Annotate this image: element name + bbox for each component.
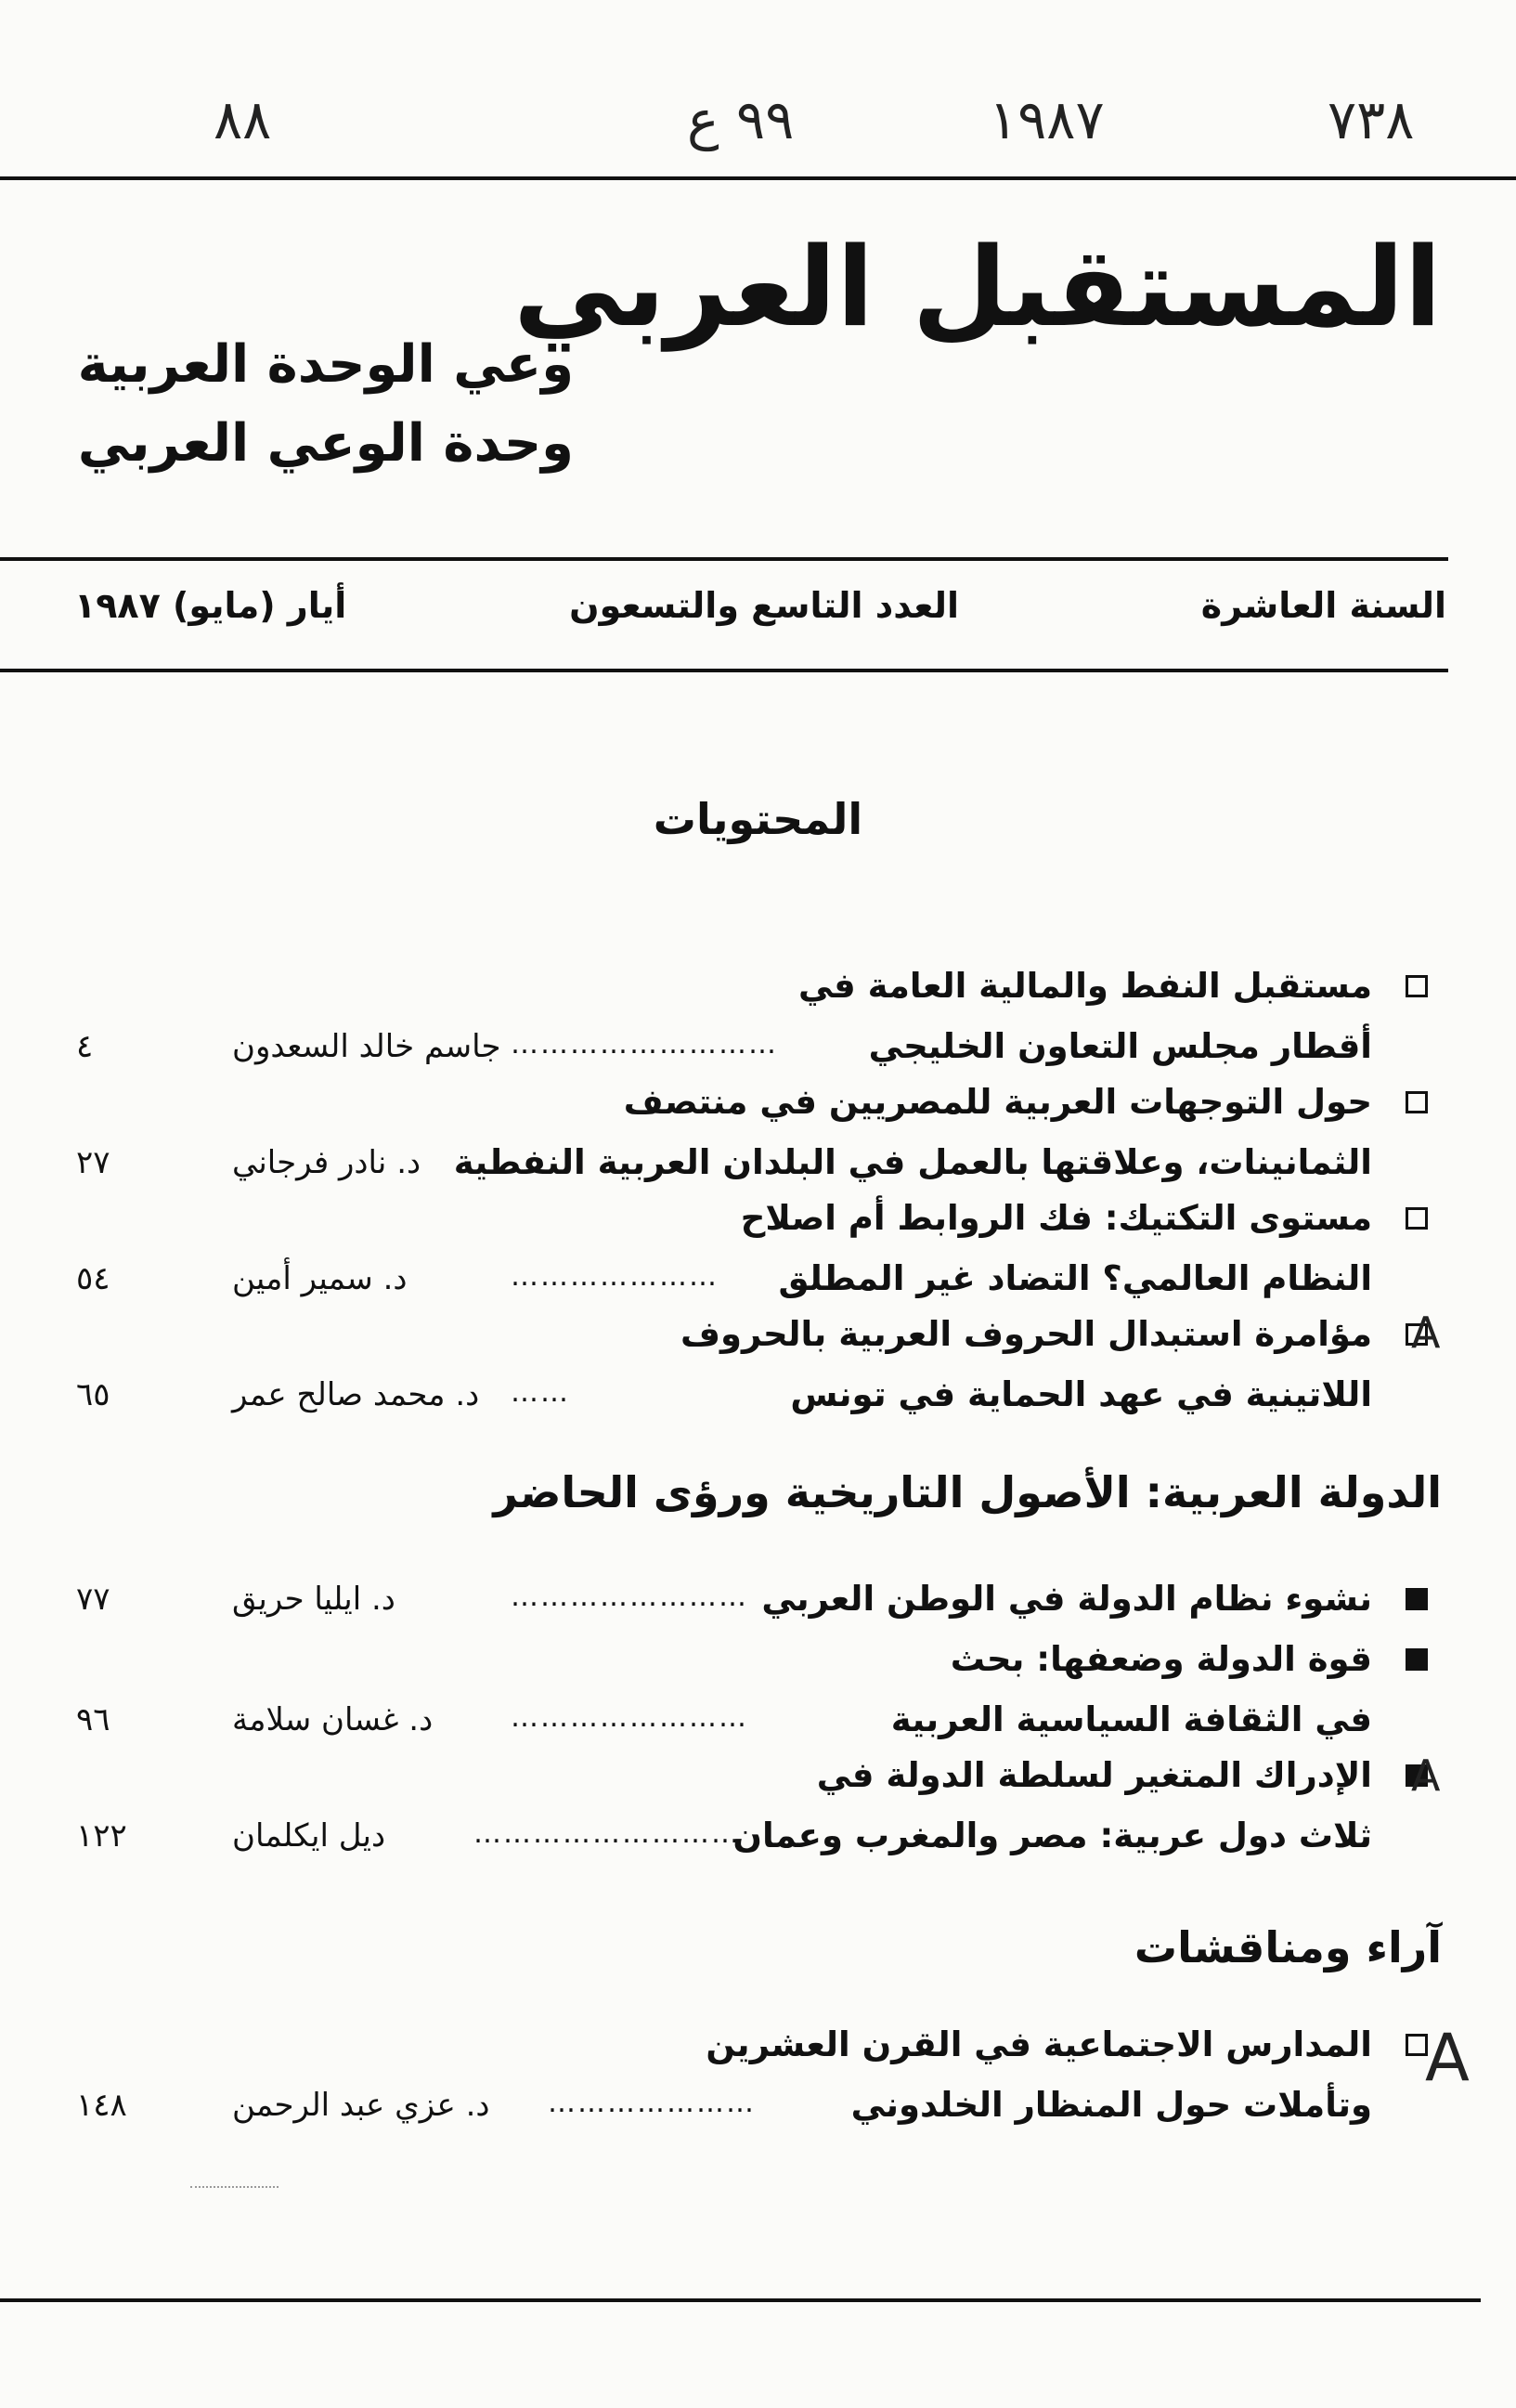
toc-section1-item-2-line1: قوة الدولة وضعفها: بحث — [65, 1639, 1428, 1691]
open-square-bullet-icon — [1406, 975, 1428, 997]
toc-section1-item-2-line2: في الثقافة السياسية العربية …………………… د. غسان سلامة ٩٦ — [76, 1699, 1372, 1739]
toc-section2-item-1-line2: وتأملات حول المنظار الخلدوني ………………… د. عزي عبد الرحمن ١٤٨ — [76, 2085, 1372, 2125]
toc-page: ١٤٨ — [76, 2087, 127, 2124]
leader-dots: ……………………… — [511, 1028, 778, 1061]
toc-author: د. غسان سلامة — [232, 1701, 434, 1738]
toc-page: ١٢٢ — [76, 1817, 127, 1855]
issue-year: السنة العاشرة — [1200, 585, 1446, 626]
leader-dots: ………………… — [548, 2087, 756, 2119]
toc-author: د. عزي عبد الرحمن — [232, 2087, 490, 2124]
contents-title: المحتويات — [653, 794, 863, 844]
toc-section1-item-3-line1: الإدراك المتغير لسلطة الدولة في — [65, 1755, 1428, 1807]
toc-author: د. نادر فرجاني — [232, 1144, 421, 1181]
toc-entry-3-line1: مستوى التكتيك: فك الروابط أم اصلاح — [65, 1198, 1428, 1250]
handwritten-mark: A — [1425, 2020, 1470, 2096]
toc-page: ٢٧ — [76, 1144, 110, 1181]
toc-entry-4-line2: اللاتينية في عهد الحماية في تونس …… د. محمد صالح عمر ٦٥ — [76, 1374, 1372, 1414]
slogan-line-1: وعي الوحدة العربية — [77, 334, 574, 395]
leader-dots: …… — [511, 1376, 570, 1409]
toc-author: د. ايليا حريق — [232, 1581, 395, 1618]
leader-dots: ………………… — [511, 1260, 719, 1293]
toc-page: ٩٦ — [76, 1701, 110, 1738]
scan-speck — [190, 2186, 279, 2192]
top-rule — [0, 176, 1516, 180]
toc-entry-1-line2: أقطار مجلس التعاون الخليجي ……………………… جاسم خالد السعدون ٤ — [76, 1026, 1372, 1066]
toc-author: ديل ايكلمان — [232, 1817, 386, 1855]
filled-square-bullet-icon — [1406, 1588, 1428, 1610]
toc-section2-item-1-line1: المدارس الاجتماعية في القرن العشرين — [65, 2024, 1428, 2076]
handwritten-mark: A — [1411, 1308, 1441, 1358]
leader-dots: …………………… — [511, 1701, 748, 1734]
issue-info-row — [74, 585, 1446, 641]
toc-page: ٤ — [76, 1028, 94, 1065]
open-square-bullet-icon — [1406, 1207, 1428, 1230]
handwritten-mark: A — [1411, 1751, 1441, 1801]
issue-date: أيار (مايو) ١٩٨٧ — [74, 585, 347, 626]
open-square-bullet-icon — [1406, 1091, 1428, 1113]
toc-author: د. سمير أمين — [232, 1260, 408, 1297]
toc-section1-item-3-line2: ثلاث دول عربية: مصر والمغرب وعمان ……………………… ديل ايكلمان ١٢٢ — [76, 1816, 1372, 1855]
toc-entry-4-line1: مؤامرة استبدال الحروف العربية بالحروف — [65, 1314, 1428, 1366]
toc-author: د. محمد صالح عمر — [232, 1376, 480, 1413]
section-title-opinions: آراء ومناقشات — [1134, 1922, 1442, 1972]
handwritten-note-year: ١٩٨٧ — [989, 88, 1105, 151]
toc-page: ٥٤ — [76, 1260, 110, 1297]
toc-page: ٦٥ — [76, 1376, 110, 1413]
bottom-rule — [0, 2298, 1481, 2302]
section-title-arab-state: الدولة العربية: الأصول التاريخية ورؤى الحاضر — [493, 1467, 1442, 1517]
toc-entry-3-line2: النظام العالمي؟ التضاد غير المطلق ………………… د. سمير أمين ٥٤ — [76, 1258, 1372, 1298]
toc-entry-2-line2: الثمانينات، وعلاقتها بالعمل في البلدان العربية النفطية د. نادر فرجاني ٢٧ — [76, 1142, 1372, 1182]
slogan-line-2: وحدة الوعي العربي — [77, 413, 574, 474]
filled-square-bullet-icon — [1406, 1648, 1428, 1671]
issue-number: العدد التاسع والتسعون — [569, 585, 959, 626]
toc-page: ٧٧ — [76, 1581, 110, 1618]
handwritten-note-middle: ٩٩ ع — [687, 88, 795, 151]
leader-dots: …………………… — [511, 1581, 748, 1613]
toc-entry-1-line1: مستقبل النفط والمالية العامة في — [65, 966, 1428, 1018]
handwritten-note-left: ٨٨ — [214, 88, 272, 151]
toc-section1-item-1: نشوء نظام الدولة في الوطن العربي …………………… د. ايليا حريق ٧٧ — [65, 1579, 1428, 1631]
issue-rule — [0, 669, 1448, 672]
toc-entry-2-line1: حول التوجهات العربية للمصريين في منتصف — [65, 1082, 1428, 1134]
handwritten-note-code: ٧٣٨ — [1328, 88, 1415, 151]
leader-dots: ……………………… — [473, 1817, 741, 1850]
toc-author: جاسم خالد السعدون — [232, 1028, 501, 1065]
masthead-rule — [0, 557, 1448, 561]
journal-logo: المستقبل العربي — [512, 223, 1442, 351]
